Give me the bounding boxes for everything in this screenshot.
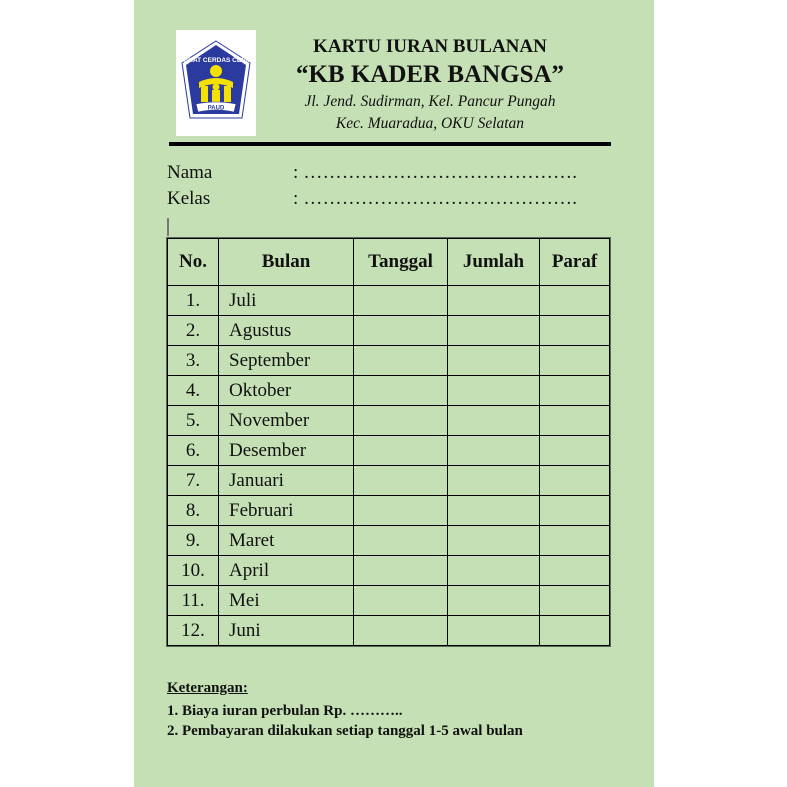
date-cell[interactable] bbox=[354, 406, 448, 436]
row-number: 6. bbox=[168, 436, 219, 466]
row-number: 11. bbox=[168, 586, 219, 616]
table-row bbox=[168, 616, 610, 646]
signature-cell[interactable] bbox=[540, 286, 610, 316]
amount-cell[interactable] bbox=[448, 586, 540, 616]
table-row bbox=[168, 556, 610, 586]
row-number: 7. bbox=[168, 466, 219, 496]
row-number: 3. bbox=[168, 346, 219, 376]
date-cell[interactable] bbox=[354, 466, 448, 496]
signature-cell[interactable] bbox=[540, 526, 610, 556]
month-cell: Januari bbox=[219, 466, 354, 496]
kelas-label: Kelas bbox=[167, 188, 211, 209]
table-row bbox=[168, 286, 610, 316]
notes-title: Keterangan: bbox=[167, 680, 248, 696]
month-cell: Desember bbox=[219, 436, 354, 466]
month-cell: Mei bbox=[219, 586, 354, 616]
amount-cell[interactable] bbox=[448, 376, 540, 406]
paud-emblem-icon bbox=[179, 38, 253, 128]
payment-table bbox=[167, 238, 610, 646]
amount-cell[interactable] bbox=[448, 406, 540, 436]
amount-cell[interactable] bbox=[448, 556, 540, 586]
date-cell[interactable] bbox=[354, 586, 448, 616]
table-row bbox=[168, 496, 610, 526]
table-row bbox=[168, 316, 610, 346]
column-header-jumlah: Jumlah bbox=[448, 239, 540, 286]
signature-cell[interactable] bbox=[540, 616, 610, 646]
month-cell: Agustus bbox=[219, 316, 354, 346]
row-number: 8. bbox=[168, 496, 219, 526]
signature-cell[interactable] bbox=[540, 406, 610, 436]
date-cell[interactable] bbox=[354, 286, 448, 316]
table-row bbox=[168, 526, 610, 556]
note-item: 1. Biaya iuran perbulan Rp. ……….. bbox=[167, 703, 403, 719]
amount-cell[interactable] bbox=[448, 466, 540, 496]
amount-cell[interactable] bbox=[448, 496, 540, 526]
column-header-bulan: Bulan bbox=[219, 239, 354, 286]
month-cell: September bbox=[219, 346, 354, 376]
table-header-row bbox=[168, 239, 610, 286]
signature-cell[interactable] bbox=[540, 346, 610, 376]
text-cursor bbox=[167, 218, 169, 236]
row-number: 2. bbox=[168, 316, 219, 346]
month-cell: April bbox=[219, 556, 354, 586]
column-header-tanggal: Tanggal bbox=[354, 239, 448, 286]
column-header-no: No. bbox=[168, 239, 219, 286]
amount-cell[interactable] bbox=[448, 616, 540, 646]
signature-cell[interactable] bbox=[540, 556, 610, 586]
date-cell[interactable] bbox=[354, 436, 448, 466]
date-cell[interactable] bbox=[354, 556, 448, 586]
signature-cell[interactable] bbox=[540, 586, 610, 616]
signature-cell[interactable] bbox=[540, 316, 610, 346]
note-item: 2. Pembayaran dilakukan setiap tanggal 1-5 awal bulan bbox=[167, 723, 523, 739]
amount-cell[interactable] bbox=[448, 346, 540, 376]
date-cell[interactable] bbox=[354, 616, 448, 646]
amount-cell[interactable] bbox=[448, 286, 540, 316]
signature-cell[interactable] bbox=[540, 496, 610, 526]
month-cell: Juni bbox=[219, 616, 354, 646]
nama-label: Nama bbox=[167, 162, 213, 183]
table-row bbox=[168, 436, 610, 466]
month-cell: Oktober bbox=[219, 376, 354, 406]
month-cell: Maret bbox=[219, 526, 354, 556]
header-divider bbox=[169, 142, 611, 146]
row-number: 10. bbox=[168, 556, 219, 586]
row-number: 1. bbox=[168, 286, 219, 316]
signature-cell[interactable] bbox=[540, 466, 610, 496]
amount-cell[interactable] bbox=[448, 316, 540, 346]
month-cell: Februari bbox=[219, 496, 354, 526]
date-cell[interactable] bbox=[354, 496, 448, 526]
signature-cell[interactable] bbox=[540, 436, 610, 466]
table-row bbox=[168, 346, 610, 376]
nama-field[interactable]: : ……………………………………. bbox=[293, 162, 578, 183]
amount-cell[interactable] bbox=[448, 436, 540, 466]
row-number: 12. bbox=[168, 616, 219, 646]
svg-text:SEHAT CERDAS CERIA: SEHAT CERDAS CERIA bbox=[179, 57, 253, 64]
date-cell[interactable] bbox=[354, 376, 448, 406]
address-line-1: Jl. Jend. Sudirman, Kel. Pancur Pungah bbox=[304, 93, 556, 110]
signature-cell[interactable] bbox=[540, 376, 610, 406]
logo bbox=[176, 30, 256, 136]
column-header-paraf: Paraf bbox=[540, 239, 610, 286]
date-cell[interactable] bbox=[354, 346, 448, 376]
month-cell: Juli bbox=[219, 286, 354, 316]
svg-text:PAUD: PAUD bbox=[207, 105, 225, 112]
kelas-field[interactable]: : ……………………………………. bbox=[293, 188, 578, 209]
date-cell[interactable] bbox=[354, 316, 448, 346]
date-cell[interactable] bbox=[354, 526, 448, 556]
table-row bbox=[168, 406, 610, 436]
card-title: KARTU IURAN BULANAN bbox=[313, 36, 547, 57]
amount-cell[interactable] bbox=[448, 526, 540, 556]
table-row bbox=[168, 376, 610, 406]
table-row bbox=[168, 466, 610, 496]
row-number: 5. bbox=[168, 406, 219, 436]
table-row bbox=[168, 586, 610, 616]
row-number: 9. bbox=[168, 526, 219, 556]
address-line-2: Kec. Muaradua, OKU Selatan bbox=[335, 115, 525, 132]
month-cell: November bbox=[219, 406, 354, 436]
school-name: “KB KADER BANGSA” bbox=[295, 61, 565, 88]
row-number: 4. bbox=[168, 376, 219, 406]
